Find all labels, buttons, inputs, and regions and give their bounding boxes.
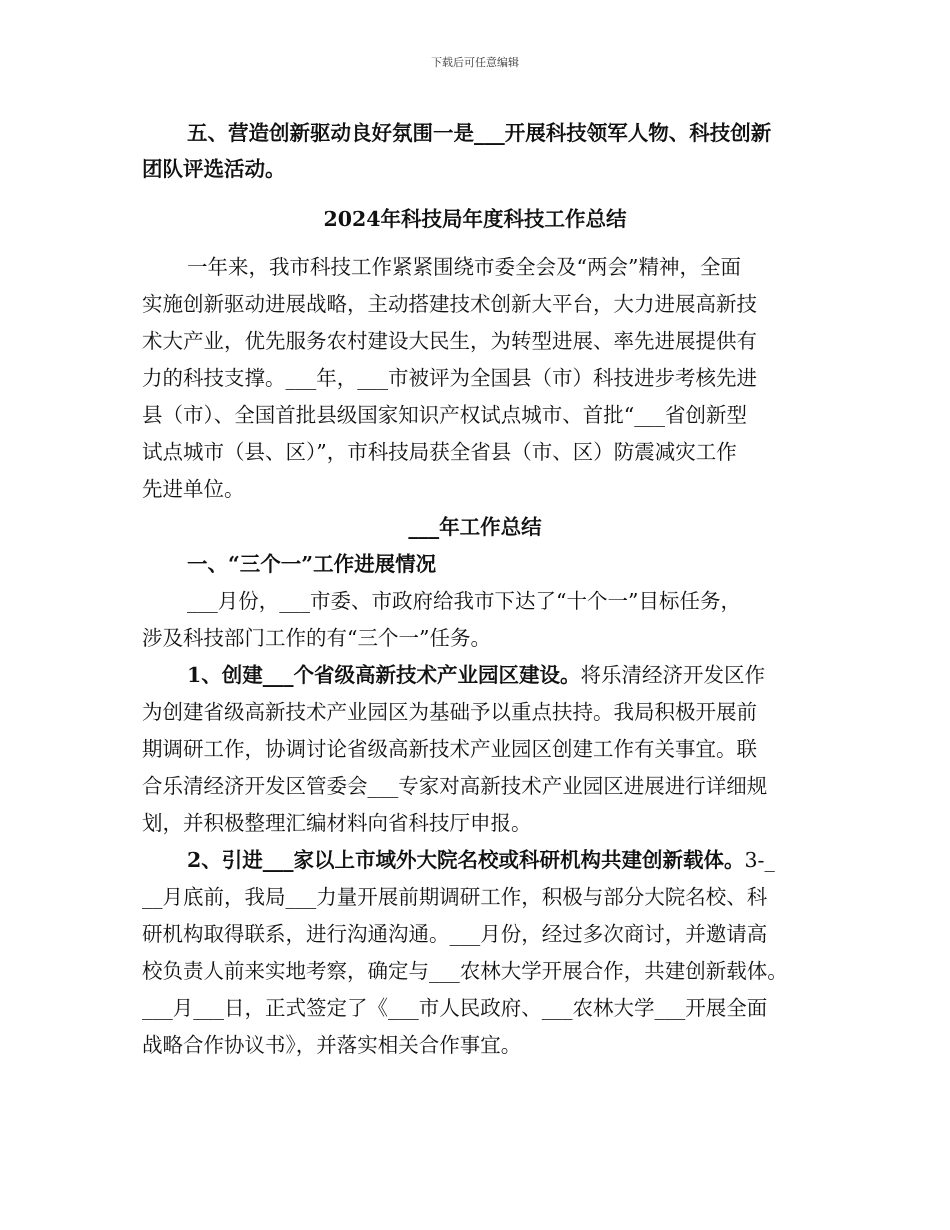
text-line: 一、“三个一”工作进展情况 — [187, 552, 437, 576]
text-line: 1、创建___个省级高新技术产业园区建设。将乐清经济开发区作 — [187, 663, 766, 687]
text-line: ___月份，___市委、市政府给我市下达了“十个一”目标任务， — [187, 589, 741, 613]
bold-heading-span: 2、引进___家以上市域外大院名校或科研机构共建创新载体。 — [187, 848, 745, 872]
text-line: 术大产业，优先服务农村建设大民生，为转型进展、率先进展提供有 — [142, 329, 757, 353]
text-line: 校负责人前来实地考察，确定与___农林大学开展合作，共建创新载体。 — [142, 959, 788, 983]
text-line: 为创建省级高新技术产业园区为基础予以重点扶持。我局积极开展前 — [142, 700, 757, 724]
text-line: 力的科技支撑。___年，___市被评为全国县（市）科技进步考核先进 — [142, 366, 757, 390]
text-line: 合乐清经济开发区管委会___专家对高新技术产业园区进展进行详细规 — [142, 774, 768, 798]
text-line: 一年来，我市科技工作紧紧围绕市委全会及“两会”精神，全面 — [187, 255, 741, 279]
text-line: 先进单位。 — [142, 477, 245, 501]
text-line: __月底前，我局___力量开展前期调研工作，积极与部分大院名校、科 — [142, 885, 768, 909]
text-line: 试点城市（县、区）”，市科技局获全省县（市、区）防震减灾工作 — [142, 440, 737, 464]
text-line: 五、营造创新驱动良好氛围一是___开展科技领军人物、科技创新 — [187, 121, 772, 145]
text-line: 战略合作协议书》，并落实相关合作事宜。 — [142, 1033, 522, 1057]
text-line: 2、引进___家以上市域外大院名校或科研机构共建创新载体。3-_ — [187, 848, 775, 872]
text-line: 划，并积极整理汇编材料向省科技厅申报。 — [142, 811, 532, 835]
text-line: ___月___日，正式签定了《___市人民政府、___农林大学___开展全面 — [142, 996, 768, 1020]
text-line: 涉及科技部门工作的有“三个一”任务。 — [142, 626, 491, 650]
bold-heading-span: 1、创建___个省级高新技术产业园区建设。 — [187, 663, 581, 687]
text-line: 研机构取得联系，进行沟通沟通。___月份，经过多次商讨，并邀请高 — [142, 922, 768, 946]
text-line: 县（市）、全国首批县级国家知识产权试点城市、首批“___省创新型 — [142, 403, 747, 427]
text-line: 团队评选活动。 — [142, 157, 286, 181]
text-line: 2024年科技局年度科技工作总结 — [323, 207, 627, 231]
text-line: ___年工作总结 — [408, 515, 542, 539]
page-header-note: 下载后可任意编辑 — [431, 56, 519, 69]
text-line: 实施创新驱动进展战略，主动搭建技术创新大平台，大力进展高新技 — [142, 292, 757, 316]
text-line: 期调研工作，协调讨论省级高新技术产业园区创建工作有关事宜。联 — [142, 737, 757, 761]
